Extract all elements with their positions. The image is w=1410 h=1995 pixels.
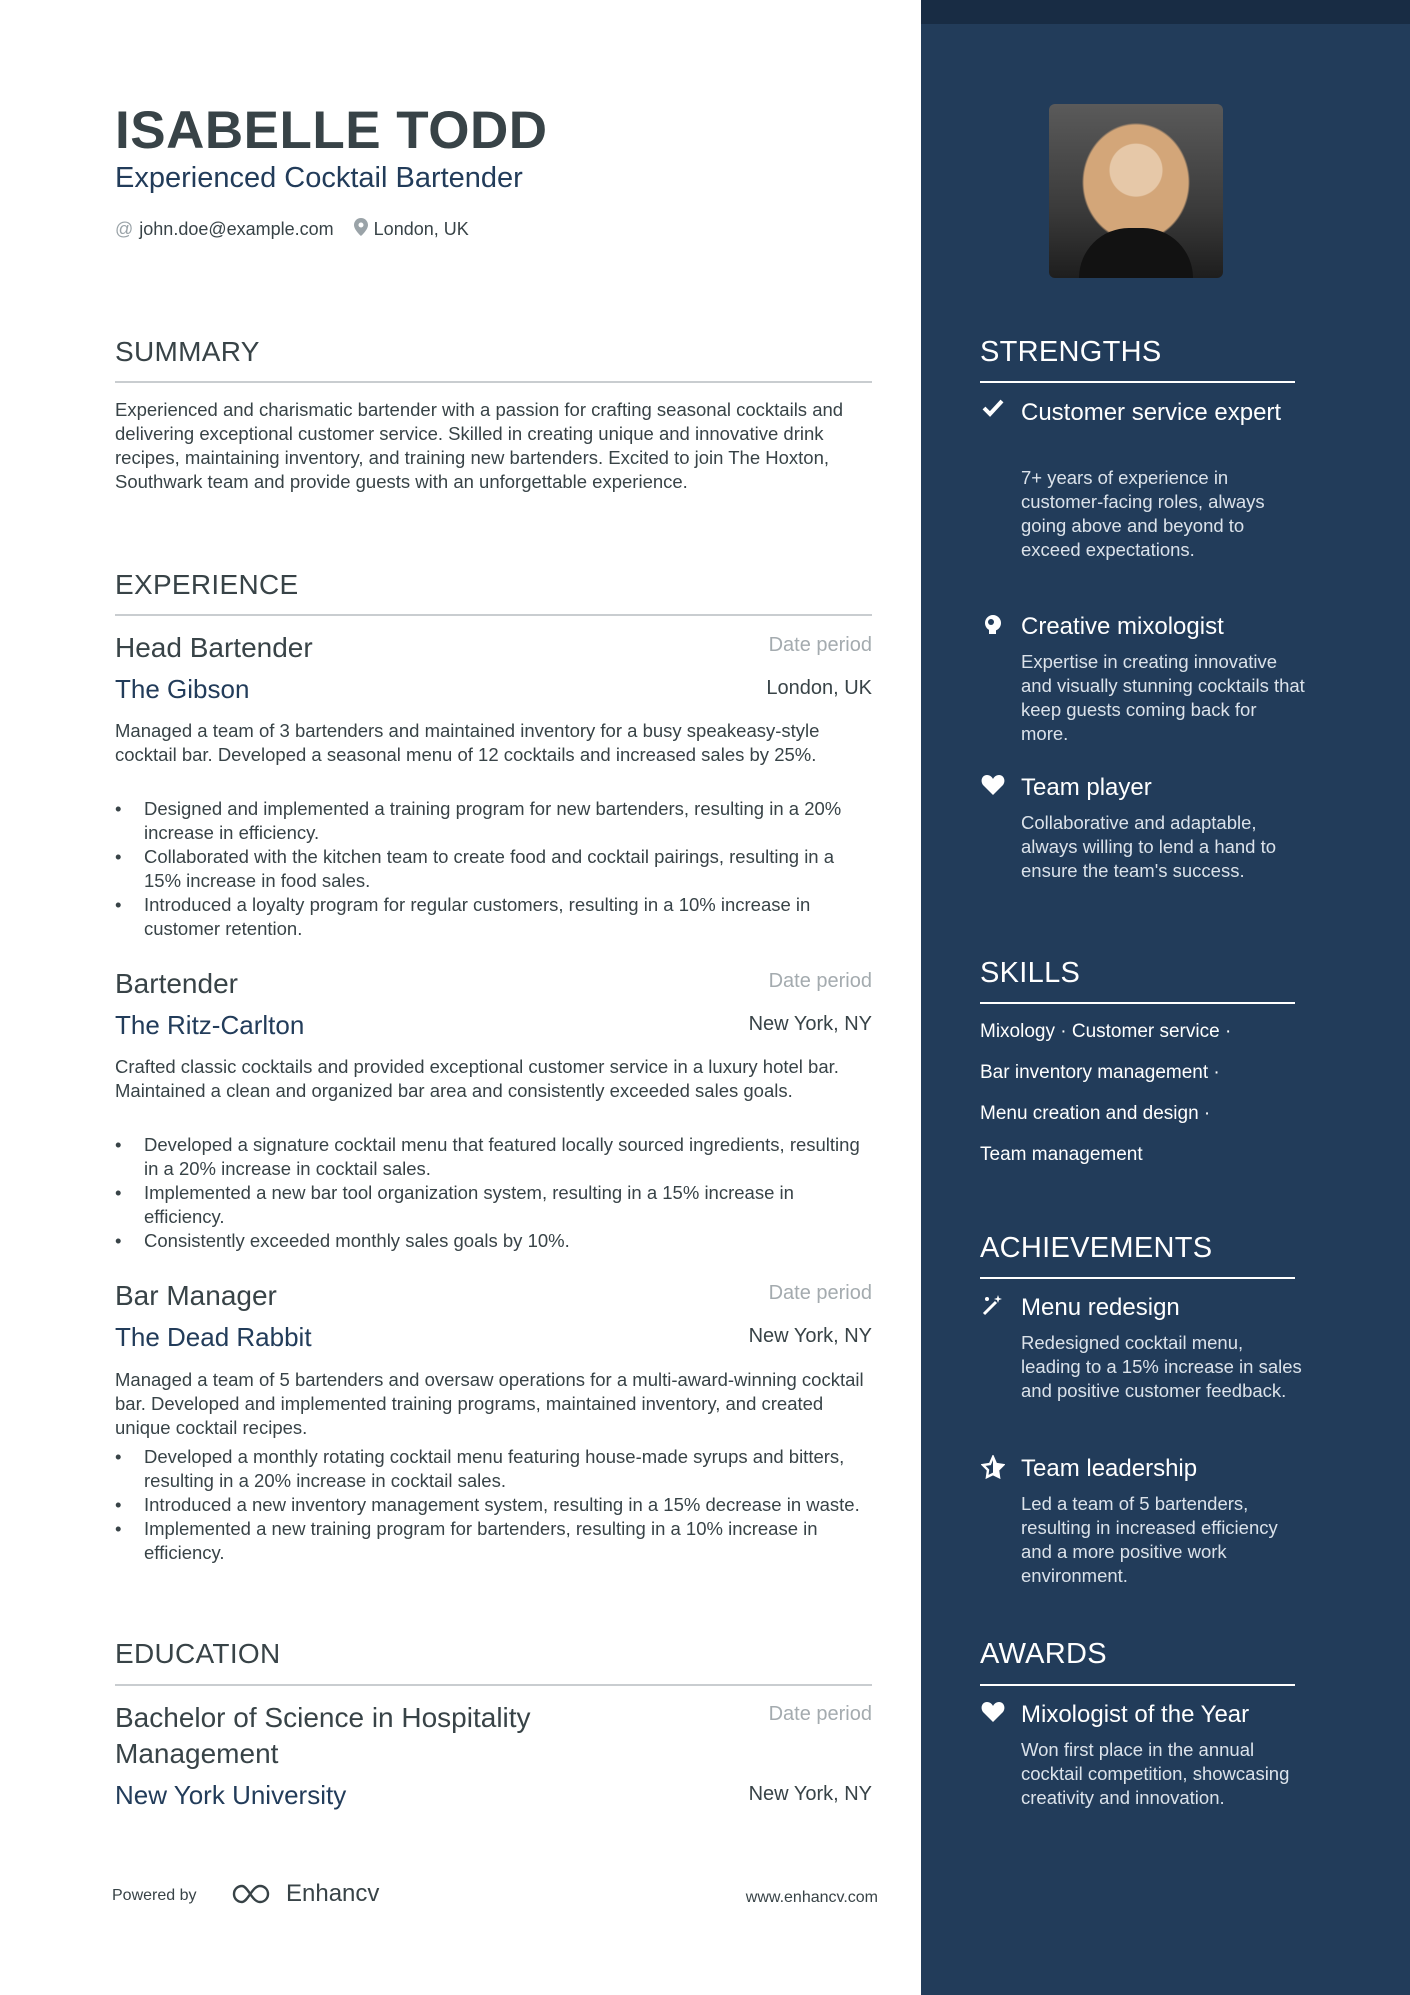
job-bullets xyxy=(115,797,872,941)
strengths-divider xyxy=(980,381,1295,383)
job-date: Date period xyxy=(768,970,872,992)
email-text: john.doe@example.com xyxy=(139,219,334,239)
at-icon: @ xyxy=(115,219,134,239)
list-item: • Developed a signature cocktail menu that featured locally sourced ingredients, resulting in a 20% increase in cocktail sales. xyxy=(115,1133,872,1181)
skill-line: Team management xyxy=(980,1144,1143,1165)
job-title: Bartender xyxy=(115,968,238,999)
footer-url[interactable]: www.enhancv.com xyxy=(745,1889,878,1906)
strength-desc: 7+ years of experience in customer-facing roles, always going above and beyond to exceed expectations. xyxy=(1021,467,1265,560)
job-title: Bar Manager xyxy=(115,1280,277,1311)
skill-line: Menu creation and design · xyxy=(980,1103,1211,1124)
education-heading: EDUCATION xyxy=(115,1638,281,1669)
achievements-heading: ACHIEVEMENTS xyxy=(980,1232,1213,1264)
list-item: • Introduced a loyalty program for regular customers, resulting in a 10% increase in customer retention. xyxy=(115,893,872,941)
heart-icon xyxy=(980,1701,1006,1729)
education-divider xyxy=(115,1684,872,1686)
experience-heading: EXPERIENCE xyxy=(115,569,299,600)
list-item: • Designed and implemented a training program for new bartenders, resulting in a 20% increase in efficiency. xyxy=(115,797,872,845)
job-bullets xyxy=(115,1445,872,1565)
list-item: • Implemented a new training program for bartenders, resulting in a 10% increase in efficiency. xyxy=(115,1517,872,1565)
footer xyxy=(112,1880,878,1910)
strengths-heading: STRENGTHS xyxy=(980,336,1162,368)
skill-line: Mixology · Customer service · xyxy=(980,1021,1232,1042)
job-date: Date period xyxy=(768,1282,872,1304)
achievement-desc: Redesigned cocktail menu, leading to a 15% increase in sales and positive customer feedback. xyxy=(1021,1332,1302,1401)
sidebar-top-band xyxy=(921,0,1410,24)
strength-desc: Collaborative and adaptable, always willing to lend a hand to ensure the team's success. xyxy=(1021,812,1277,881)
enhancv-brand: Enhancv xyxy=(286,1880,380,1907)
skills-heading: SKILLS xyxy=(980,957,1081,989)
school-name: New York University xyxy=(115,1780,347,1810)
job-description: Managed a team of 3 bartenders and maintained inventory for a busy speakeasy-style cocktail bar. Developed a seasonal menu of 12 cocktails and increased sales by 25%. xyxy=(115,720,820,765)
achievement-title: Team leadership xyxy=(1021,1455,1198,1482)
award-title: Mixologist of the Year xyxy=(1021,1701,1250,1728)
enhancv-logo[interactable] xyxy=(230,1880,379,1908)
check-icon xyxy=(980,398,1006,424)
star-icon xyxy=(980,1455,1006,1485)
skills-list xyxy=(980,1020,1310,1184)
job-company: The Dead Rabbit xyxy=(115,1322,312,1352)
strength-title: Team player xyxy=(1021,774,1152,801)
sidebar xyxy=(921,0,1410,1995)
summary-text: Experienced and charismatic bartender with a passion for crafting seasonal cocktails and delivering exceptional customer service. Skilled in creating unique and innovative drink recipes, maintaining inventory, and training new bartenders. Excited to join The Hoxton, Southwark team and provide guests with an unforgettable experience. xyxy=(115,399,844,492)
strength-title: Customer service expert xyxy=(1021,399,1282,426)
avatar xyxy=(1049,104,1223,278)
job-company: The Ritz-Carlton xyxy=(115,1010,305,1040)
heart-icon xyxy=(980,774,1006,802)
list-item: • Developed a monthly rotating cocktail menu featuring house-made syrups and bitters, resulting in a 20% increase in cocktail sales. xyxy=(115,1445,872,1493)
candidate-headline: Experienced Cocktail Bartender xyxy=(115,162,523,194)
school-location: New York, NY xyxy=(748,1783,872,1805)
summary-heading: SUMMARY xyxy=(115,336,260,367)
awards-divider xyxy=(980,1684,1295,1686)
list-item: • Collaborated with the kitchen team to create food and cocktail pairings, resulting in a 15% increase in food sales. xyxy=(115,845,872,893)
candidate-name: ISABELLE TODD xyxy=(115,101,548,160)
achievement-desc: Led a team of 5 bartenders, resulting in increased efficiency and a more positive work environment. xyxy=(1021,1493,1278,1586)
summary-divider xyxy=(115,381,872,383)
enhancv-logo-icon xyxy=(230,1881,278,1907)
awards-heading: AWARDS xyxy=(980,1638,1107,1670)
powered-by-label: Powered by xyxy=(112,1887,197,1904)
magic-wand-icon xyxy=(980,1294,1006,1322)
job-location: New York, NY xyxy=(748,1013,872,1035)
job-location: New York, NY xyxy=(748,1325,872,1347)
skill-line: Bar inventory management · xyxy=(980,1062,1220,1083)
job-description: Crafted classic cocktails and provided exceptional customer service in a luxury hotel bar. Maintained a clean and organized bar area and consistently exceeded sales goals. xyxy=(115,1056,839,1101)
experience-divider xyxy=(115,614,872,616)
map-pin-icon xyxy=(354,218,368,241)
strength-desc: Expertise in creating innovative and visually stunning cocktails that keep guests coming back for more. xyxy=(1021,651,1305,744)
job-location: London, UK xyxy=(766,677,872,699)
job-description: Managed a team of 5 bartenders and oversaw operations for a multi-award-winning cocktail bar. Developed and implemented training programs, maintained inventory, and created unique cocktail recipes. xyxy=(115,1369,864,1438)
education-date: Date period xyxy=(768,1703,872,1725)
skills-divider xyxy=(980,1002,1295,1004)
degree-title: Bachelor of Science in Hospitality Management xyxy=(115,1702,531,1769)
award-desc: Won first place in the annual cocktail competition, showcasing creativity and innovation. xyxy=(1021,1739,1290,1808)
brain-icon xyxy=(980,613,1006,641)
email-contact[interactable] xyxy=(115,219,334,240)
job-company: The Gibson xyxy=(115,674,250,704)
contact-info xyxy=(115,218,489,241)
list-item: • Introduced a new inventory management system, resulting in a 15% decrease in waste. xyxy=(115,1493,872,1517)
job-bullets xyxy=(115,1133,872,1253)
location-text: London, UK xyxy=(373,219,469,239)
list-item: • Consistently exceeded monthly sales goals by 10%. xyxy=(115,1229,872,1253)
achievement-title: Menu redesign xyxy=(1021,1294,1180,1321)
location-contact xyxy=(354,218,469,241)
strength-title: Creative mixologist xyxy=(1021,613,1224,640)
list-item: • Implemented a new bar tool organization system, resulting in a 15% increase in efficiency. xyxy=(115,1181,872,1229)
job-date: Date period xyxy=(768,634,872,656)
achievements-divider xyxy=(980,1277,1295,1279)
job-title: Head Bartender xyxy=(115,632,313,663)
